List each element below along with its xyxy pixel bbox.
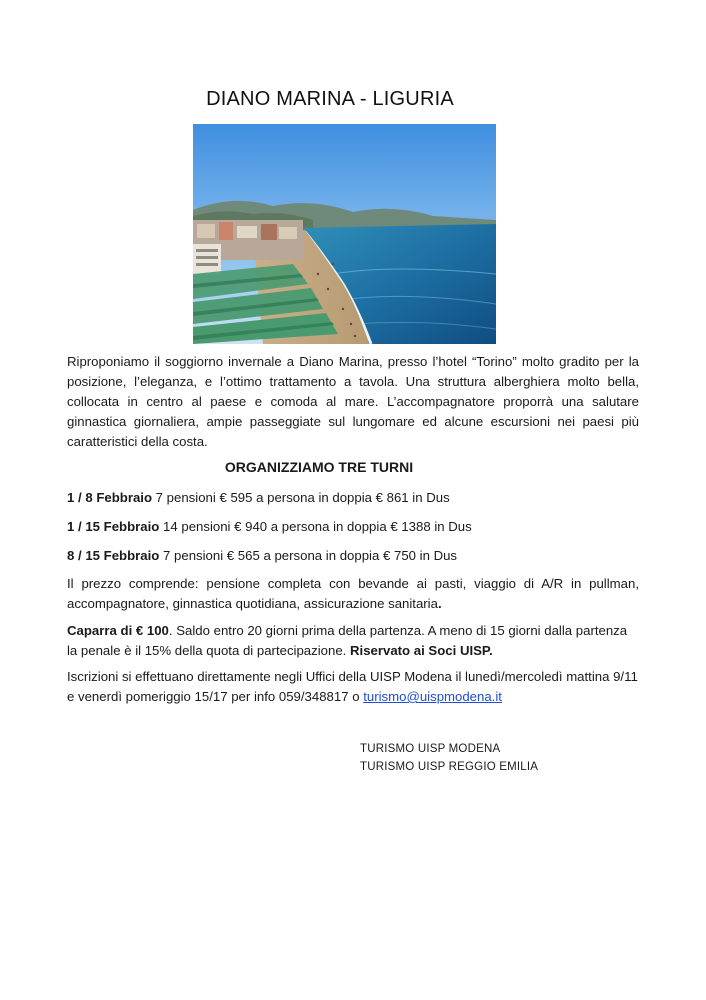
turno-item [67, 546, 457, 566]
signature-line: TURISMO UISP REGGIO EMILIA [360, 761, 539, 773]
includes-paragraph [67, 574, 639, 614]
turno-item [67, 488, 450, 508]
email-link[interactable]: turismo@uispmodena.it [363, 689, 502, 704]
beach-photo [193, 124, 496, 344]
caparra-amount: Caparra di € 100 [67, 623, 169, 638]
iscrizioni-text: Iscrizioni si effettuano direttamente negli Uffici della UISP Modena il lunedì/mercoledì mattina 9/11 e venerdì pomeriggio 15/17 per info 059/348817 o [67, 669, 638, 704]
section-heading [0, 459, 706, 475]
includes-text: Il prezzo comprende: pensione completa con bevande ai pasti, viaggio di A/R in pullman, accompagnatore, ginnastica quotidiana, assicurazione sanitaria [67, 576, 639, 611]
beach-photo-icon [193, 124, 496, 344]
signature-line: TURISMO UISP MODENA [360, 743, 501, 755]
intro-paragraph: Riproponiamo il soggiorno invernale a Diano Marina, presso l’hotel “Torino” molto gradito per la posizione, l’eleganza, e l’ottimo trattamento a tavola. Una struttura alberghiera molto bella, collocata in centro al paese e comoda al mare. L’accompagnatore proporrà una salutare ginnastica giornaliera, ampie passeggiate sul lungomare ed alcune escursioni nei paesi più caratteristici della costa. [67, 354, 639, 449]
turno-dates: 8 / 15 Febbraio [67, 548, 160, 563]
includes-end: . [437, 596, 442, 611]
heading-text: ORGANIZZIAMO TRE TURNI [224, 459, 414, 475]
turno-details: 14 pensioni € 940 a persona in doppia € 1388 in Dus [159, 519, 472, 534]
turno-dates: 1 / 8 Febbraio [67, 490, 153, 505]
turno-details: 7 pensioni € 565 a persona in doppia € 750 in Dus [159, 548, 458, 563]
turno-details: 7 pensioni € 595 a persona in doppia € 861 in Dus [152, 490, 450, 505]
turno-dates: 1 / 15 Febbraio [67, 519, 160, 534]
caparra-paragraph [67, 621, 639, 661]
turno-item [67, 517, 472, 537]
title-text: DIANO MARINA - LIGURIA [206, 88, 454, 110]
reserved-note: Riservato ai Soci UISP. [350, 643, 493, 658]
iscrizioni-paragraph [67, 667, 639, 707]
caparra-text: . Saldo entro 20 giorni prima della partenza. A meno di 15 giorni dalla partenza la penale è il 15% della quota di partecipazione. [67, 623, 628, 658]
page-title [0, 88, 706, 111]
